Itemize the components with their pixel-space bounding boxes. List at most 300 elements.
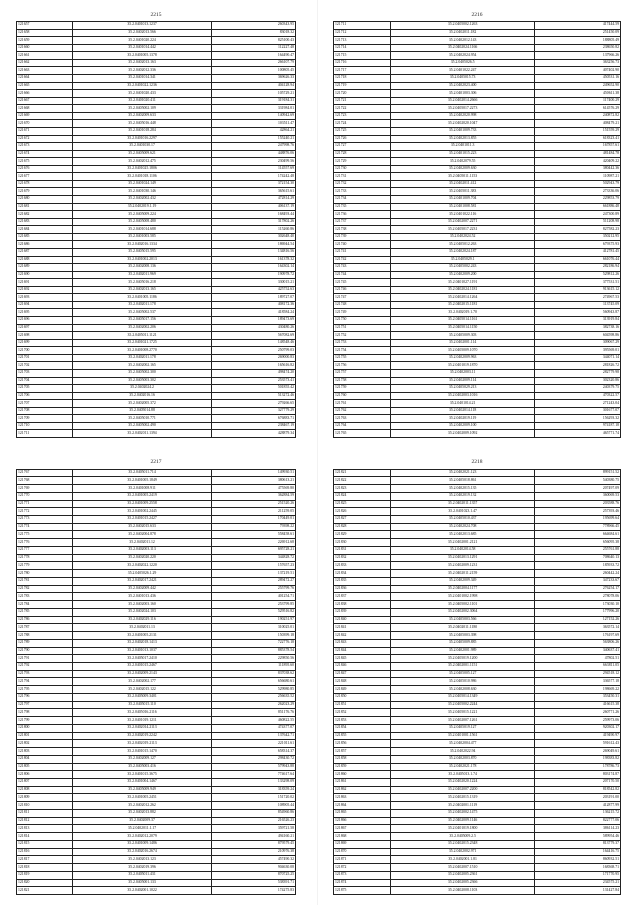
- code-cell: 35.2.0402015.2348: [391, 840, 535, 848]
- code-cell: 35.2.0402001.1.81: [391, 856, 535, 864]
- code-cell: 35.2.0401022.1236: [72, 82, 212, 90]
- amount-cell: 211259.05: [212, 508, 296, 516]
- table-row: [334, 802, 621, 810]
- row-id-cell: 121771: [17, 500, 73, 508]
- table-page-2215: [16, 10, 296, 438]
- row-id-cell: 121859: [334, 763, 391, 771]
- row-id-cell: 121761: [334, 400, 391, 408]
- table-row: [17, 332, 296, 340]
- row-id-cell: 121664: [17, 75, 73, 83]
- amount-cell: 538391.71: [212, 879, 296, 887]
- row-id-cell: 121700: [17, 347, 73, 355]
- amount-cell: 255799.76: [212, 585, 296, 593]
- row-id-cell: 121781: [17, 577, 73, 585]
- data-table: [16, 469, 296, 895]
- code-cell: 35.2.0405010.986: [391, 678, 535, 686]
- code-cell: 35.2.0402007.2200: [391, 786, 535, 794]
- table-row: [17, 90, 296, 98]
- row-id-cell: 121738: [334, 226, 391, 234]
- amount-cell: 178786.73: [534, 763, 620, 771]
- amount-cell: 404128.94: [212, 82, 296, 90]
- amount-cell: 661076.44: [534, 256, 620, 264]
- amount-cell: 247998.76: [212, 143, 296, 151]
- amount-cell: 457490.32: [212, 856, 296, 864]
- code-cell: 35.2.0405016.448: [72, 120, 212, 128]
- table-row: [17, 639, 296, 647]
- table-row: [17, 608, 296, 616]
- code-cell: 35.2.0402015.1319: [391, 794, 535, 802]
- table-row: [334, 135, 621, 143]
- amount-cell: 103511.47: [212, 120, 296, 128]
- row-id-cell: 121692: [17, 286, 73, 294]
- table-row: [334, 740, 621, 748]
- row-id-cell: 121793: [17, 670, 73, 678]
- code-cell: 35.2.0405001.133: [72, 879, 212, 887]
- table-row: [17, 211, 296, 219]
- code-cell: 35.2.0405015.1221: [391, 709, 535, 717]
- code-cell: 35.2.0405009.949: [72, 786, 212, 794]
- amount-cell: 344071.14: [534, 354, 620, 362]
- amount-cell: 331984.01: [212, 105, 296, 113]
- code-cell: 35.2.0402013.882: [72, 809, 212, 817]
- table-row: [334, 516, 621, 524]
- row-id-cell: 121706: [17, 392, 73, 400]
- code-cell: 35.2.0402015.135: [391, 485, 535, 493]
- amount-cell: 501855.42: [212, 385, 296, 393]
- code-cell: 35.2.0401009.1486: [72, 840, 212, 848]
- row-id-cell: 121731: [334, 173, 391, 181]
- row-id-cell: 121697: [17, 324, 73, 332]
- row-id-cell: 121730: [334, 165, 391, 173]
- code-cell: 35.2.0401001.1561: [391, 732, 535, 740]
- table-row: [17, 701, 296, 709]
- row-id-cell: 121870: [334, 848, 391, 856]
- amount-cell: 382738.16: [534, 324, 620, 332]
- row-id-cell: 121835: [334, 577, 391, 585]
- code-cell: 35.2.0402019.119: [391, 415, 535, 423]
- row-id-cell: 121780: [17, 570, 73, 578]
- code-cell: 35.2.0405009.621: [72, 150, 212, 158]
- table-row: [334, 879, 621, 887]
- amount-cell: 282779.98: [534, 369, 620, 377]
- row-id-cell: 121846: [334, 662, 391, 670]
- code-cell: 35.2.0401016.2297: [72, 135, 212, 143]
- amount-cell: 529516.82: [212, 608, 296, 616]
- row-id-cell: 121767: [17, 469, 73, 477]
- table-row: [17, 22, 296, 30]
- table-row: [334, 248, 621, 256]
- code-cell: 35.2.0402012.475: [72, 158, 212, 166]
- code-cell: 35.2.0402019.1.70: [391, 309, 535, 317]
- code-cell: 35.2.0402009.37: [72, 817, 212, 825]
- amount-cell: 885378.54: [212, 647, 296, 655]
- amount-cell: 210976.38: [212, 848, 296, 856]
- row-id-cell: 121704: [17, 377, 73, 385]
- table-row: [334, 332, 621, 340]
- code-cell: 35.2.0405002.1263: [391, 22, 535, 30]
- code-cell: 35.2.0402015.122: [72, 686, 212, 694]
- row-id-cell: 121712: [334, 29, 391, 37]
- table-row: [334, 369, 621, 377]
- table-row: [334, 701, 621, 709]
- table-row: [17, 662, 296, 670]
- amount-cell: 113745.09: [534, 301, 620, 309]
- code-cell: 35.2.0402018.1413: [72, 639, 212, 647]
- code-cell: 35.2.0405009.303: [391, 332, 535, 340]
- code-cell: 35.2.0401013.436: [72, 593, 212, 601]
- amount-cell: 920302.17: [534, 724, 620, 732]
- code-cell: 35.2.0401005.2131: [72, 632, 212, 640]
- table-row: [17, 286, 296, 294]
- table-row: [334, 203, 621, 211]
- table-row: [17, 802, 296, 810]
- amount-cell: 156293.32: [534, 415, 620, 423]
- code-cell: 35.2.0402012.262: [72, 802, 212, 810]
- code-cell: 35.2.0405026.5: [391, 59, 535, 67]
- amount-cell: 658314.37: [212, 748, 296, 756]
- amount-cell: 363256.73: [534, 59, 620, 67]
- code-cell: 35.2.0401014.341: [72, 75, 212, 83]
- row-id-cell: 121871: [334, 856, 391, 864]
- code-cell: 35.2.0402009.200: [391, 271, 535, 279]
- code-cell: 35.2.0402011.412: [391, 180, 535, 188]
- code-cell: 35.2.0402009.127: [72, 755, 212, 763]
- row-id-cell: 121867: [334, 825, 391, 833]
- row-id-cell: 121723: [334, 112, 391, 120]
- amount-cell: 274967.53: [534, 294, 620, 302]
- row-id-cell: 121830: [334, 539, 391, 547]
- table-row: [17, 794, 296, 802]
- amount-cell: 425752.63: [212, 286, 296, 294]
- code-cell: 35.2.0401019.1870: [391, 362, 535, 370]
- code-cell: 35.2.0402022.94: [391, 748, 535, 756]
- row-id-cell: 121668: [17, 105, 73, 113]
- row-id-cell: 121754: [334, 347, 391, 355]
- row-id-cell: 121770: [17, 492, 73, 500]
- amount-cell: 722776.18: [212, 639, 296, 647]
- table-row: [334, 241, 621, 249]
- amount-cell: 353450.31: [534, 693, 620, 701]
- table-row: [17, 248, 296, 256]
- page-number: 2217: [150, 459, 162, 465]
- table-row: [334, 392, 621, 400]
- row-id-cell: 121785: [17, 608, 73, 616]
- amount-cell: 450611.38: [534, 90, 620, 98]
- code-cell: 35.2.0402024.1166: [391, 44, 535, 52]
- amount-cell: 904630.08: [212, 864, 296, 872]
- amount-cell: 42864.21: [212, 127, 296, 135]
- table-row: [17, 309, 296, 317]
- code-cell: 35.2.0401005.1378: [72, 52, 212, 60]
- row-id-cell: 121804: [17, 755, 73, 763]
- code-cell: 35.2.0402024.1181: [391, 286, 535, 294]
- row-id-cell: 121836: [334, 585, 391, 593]
- row-id-cell: 121715: [334, 52, 391, 60]
- table-row: [334, 422, 621, 430]
- row-id-cell: 121790: [17, 647, 73, 655]
- amount-cell: 318359.24: [212, 786, 296, 794]
- code-cell: 35.2.0401008.581: [391, 203, 535, 211]
- table-row: [334, 90, 621, 98]
- amount-cell: 344828.72: [212, 554, 296, 562]
- row-id-cell: 121755: [334, 354, 391, 362]
- amount-cell: 475569.80: [212, 485, 296, 493]
- table-row: [17, 848, 296, 856]
- row-id-cell: 121809: [17, 794, 73, 802]
- amount-cell: 131427.84: [534, 887, 620, 895]
- code-cell: 35.2.0402017.2421: [72, 577, 212, 585]
- table-row: [17, 887, 296, 895]
- table-page-2218: [333, 457, 621, 895]
- row-id-cell: 121711: [334, 22, 391, 30]
- row-id-cell: 121751: [334, 324, 391, 332]
- code-cell: 35.2.0402014.2666: [391, 97, 535, 105]
- table-row: [334, 763, 621, 771]
- table-row: [17, 593, 296, 601]
- table-row: [17, 135, 296, 143]
- table-row: [334, 485, 621, 493]
- amount-cell: 203191.00: [534, 794, 620, 802]
- amount-cell: 207170.50: [534, 778, 620, 786]
- code-cell: 35.2.0402016.2674: [72, 848, 212, 856]
- row-id-cell: 121833: [334, 562, 391, 570]
- amount-cell: 161378.32: [212, 256, 296, 264]
- table-row: [334, 196, 621, 204]
- amount-cell: 173030.10: [534, 601, 620, 609]
- code-cell: 35.2.0401003.585: [72, 233, 212, 241]
- row-id-cell: 121757: [334, 369, 391, 377]
- amount-cell: 327779.29: [212, 407, 296, 415]
- table-row: [17, 392, 296, 400]
- row-id-cell: 121803: [17, 748, 73, 756]
- code-cell: 35.2.0401003.306: [391, 90, 535, 98]
- code-cell: 35.2.0405009.885: [391, 639, 535, 647]
- code-cell: 35.2.0402013.1291: [391, 554, 535, 562]
- table-row: [17, 301, 296, 309]
- code-cell: 35.2.0401008.2770: [72, 347, 212, 355]
- code-cell: 35.2.0405017.2410: [72, 655, 212, 663]
- amount-cell: 176197.69: [534, 632, 620, 640]
- table-row: [334, 286, 621, 294]
- code-cell: 35.2.0401013.1237: [72, 22, 212, 30]
- amount-cell: 47802.51: [534, 655, 620, 663]
- code-cell: 35.2.0401015.1470: [72, 748, 212, 756]
- table-row: [17, 385, 296, 393]
- table-row: [334, 339, 621, 347]
- row-id-cell: 121849: [334, 686, 391, 694]
- table-row: [334, 585, 621, 593]
- amount-cell: 260343.95: [212, 22, 296, 30]
- row-id-cell: 121813: [17, 825, 73, 833]
- table-row: [17, 492, 296, 500]
- row-id-cell: 121682: [17, 211, 73, 219]
- row-id-cell: 121719: [334, 82, 391, 90]
- row-id-cell: 121676: [17, 165, 73, 173]
- code-cell: 35.2.0402001.2121: [391, 539, 535, 547]
- amount-cell: 837038.62: [212, 670, 296, 678]
- code-cell: 35.2.0402021.178: [391, 763, 535, 771]
- amount-cell: 203588.76: [534, 500, 620, 508]
- row-id-cell: 121769: [17, 485, 73, 493]
- row-id-cell: 121810: [17, 802, 73, 810]
- table-page-2216: [333, 10, 621, 438]
- table-row: [334, 693, 621, 701]
- table-row: [17, 809, 296, 817]
- table-row: [17, 279, 296, 287]
- row-id-cell: 121762: [334, 407, 391, 415]
- code-cell: 35.2.0405017.2231: [391, 226, 535, 234]
- row-id-cell: 121759: [334, 385, 391, 393]
- row-id-cell: 121779: [17, 562, 73, 570]
- row-id-cell: 121795: [17, 686, 73, 694]
- row-id-cell: 121746: [334, 286, 391, 294]
- amount-cell: 362884.59: [212, 492, 296, 500]
- code-cell: 35.2.0402009.442: [72, 585, 212, 593]
- row-id-cell: 121774: [17, 523, 73, 531]
- amount-cell: 558458.61: [212, 531, 296, 539]
- code-cell: 35.2.0402009.100: [391, 422, 535, 430]
- row-id-cell: 121787: [17, 624, 73, 632]
- table-row: [17, 485, 296, 493]
- code-cell: 35.2.0402008.1103: [391, 887, 535, 895]
- table-row: [17, 354, 296, 362]
- row-id-cell: 121736: [334, 211, 391, 219]
- row-id-cell: 121701: [17, 354, 73, 362]
- amount-cell: 494160.21: [212, 833, 296, 841]
- amount-cell: 140942.69: [212, 112, 296, 120]
- table-row: [17, 294, 296, 302]
- code-cell: 35.2.0401013.1037: [72, 647, 212, 655]
- code-cell: 35.2.0401030.17: [72, 143, 212, 151]
- amount-cell: 879579.45: [212, 840, 296, 848]
- code-cell: 35.2.0402019.2113: [72, 740, 212, 748]
- amount-cell: 450531.16: [534, 75, 620, 83]
- table-row: [17, 226, 296, 234]
- amount-cell: 251450.09: [534, 29, 620, 37]
- amount-cell: 386114.23: [534, 825, 620, 833]
- code-cell: 35.2.0402011.178: [72, 354, 212, 362]
- code-cell: 35.2.0405002.243: [391, 264, 535, 272]
- code-cell: 35.2.0405009.224: [72, 211, 212, 219]
- amount-cell: 247300.89: [534, 211, 620, 219]
- code-cell: 35.2.0402020.998: [391, 112, 535, 120]
- table-row: [17, 369, 296, 377]
- table-row: [334, 554, 621, 562]
- amount-cell: 229853.79: [534, 196, 620, 204]
- code-cell: 35.2.0402014.1264: [391, 294, 535, 302]
- table-row: [17, 188, 296, 196]
- code-cell: 35.2.0401015.3675: [72, 771, 212, 779]
- row-id-cell: 121665: [17, 82, 73, 90]
- row-id-cell: 121688: [17, 256, 73, 264]
- row-id-cell: 121709: [17, 415, 73, 423]
- row-id-cell: 121662: [17, 59, 73, 67]
- row-id-cell: 121684: [17, 226, 73, 234]
- row-id-cell: 121674: [17, 150, 73, 158]
- code-cell: 35.2.0401021.1725: [72, 339, 212, 347]
- row-id-cell: 121826: [334, 508, 391, 516]
- table-row: [17, 554, 296, 562]
- code-cell: 35.2.0402002.432: [72, 196, 212, 204]
- code-cell: 35.2.0401022.247: [391, 67, 535, 75]
- row-id-cell: 121796: [17, 693, 73, 701]
- table-row: [334, 786, 621, 794]
- row-id-cell: 121789: [17, 639, 73, 647]
- row-id-cell: 121747: [334, 294, 391, 302]
- row-id-cell: 121829: [334, 531, 391, 539]
- row-id-cell: 121866: [334, 817, 391, 825]
- code-cell: 35.2.0405009.2.5: [391, 833, 535, 841]
- table-row: [334, 686, 621, 694]
- amount-cell: 412877.99: [534, 802, 620, 810]
- table-row: [334, 477, 621, 485]
- row-id-cell: 121679: [17, 188, 73, 196]
- table-row: [17, 864, 296, 872]
- row-id-cell: 121869: [334, 840, 391, 848]
- amount-cell: 656095.38: [534, 539, 620, 547]
- code-cell: 35.2.0405012.263: [391, 241, 535, 249]
- table-row: [17, 127, 296, 135]
- code-cell: 35.2.0402002.1475: [391, 809, 535, 817]
- amount-cell: 136215.72: [534, 809, 620, 817]
- table-row: [334, 655, 621, 663]
- table-row: [334, 324, 621, 332]
- amount-cell: 100805.45: [212, 67, 296, 75]
- amount-cell: 164416.75: [534, 848, 620, 856]
- table-row: [334, 624, 621, 632]
- row-id-cell: 121734: [334, 196, 391, 204]
- code-cell: 35.2.0405002.1101: [391, 601, 535, 609]
- amount-cell: 395569.01: [534, 347, 620, 355]
- table-row: [334, 127, 621, 135]
- code-cell: 35.2.0405003.416: [72, 763, 212, 771]
- row-id-cell: 121834: [334, 570, 391, 578]
- code-cell: 35.2.0402019.396: [72, 864, 212, 872]
- table-row: [334, 279, 621, 287]
- amount-cell: 279266.65: [212, 400, 296, 408]
- row-id-cell: 121748: [334, 301, 391, 309]
- amount-cell: 591612.43: [534, 740, 620, 748]
- amount-cell: 360069.53: [534, 492, 620, 500]
- row-id-cell: 121727: [334, 143, 391, 151]
- table-row: [334, 430, 621, 438]
- table-row: [17, 500, 296, 508]
- amount-cell: 249652.90: [534, 82, 620, 90]
- code-cell: 35.2.0402008.630: [391, 686, 535, 694]
- amount-cell: 567082.69: [212, 332, 296, 340]
- row-id-cell: 121854: [334, 724, 391, 732]
- row-id-cell: 121843: [334, 639, 391, 647]
- amount-cell: 108905.44: [212, 802, 296, 810]
- row-id-cell: 121831: [334, 546, 391, 554]
- code-cell: 35.2.0405002.537: [72, 309, 212, 317]
- code-cell: 35.2.0401005.2419: [72, 492, 212, 500]
- table-row: [334, 211, 621, 219]
- code-cell: 35.2.0402009.630: [391, 165, 535, 173]
- amount-cell: 822777.06: [534, 817, 620, 825]
- table-row: [17, 724, 296, 732]
- row-id-cell: 121768: [17, 477, 73, 485]
- table-row: [334, 385, 621, 393]
- code-cell: 35.2.0402021.123: [391, 469, 535, 477]
- row-id-cell: 121710: [17, 422, 73, 430]
- table-row: [17, 52, 296, 60]
- table-row: [17, 165, 296, 173]
- amount-cell: 408172.36: [212, 301, 296, 309]
- row-id-cell: 121844: [334, 647, 391, 655]
- amount-cell: 913615.12: [534, 286, 620, 294]
- row-id-cell: 121694: [17, 301, 73, 309]
